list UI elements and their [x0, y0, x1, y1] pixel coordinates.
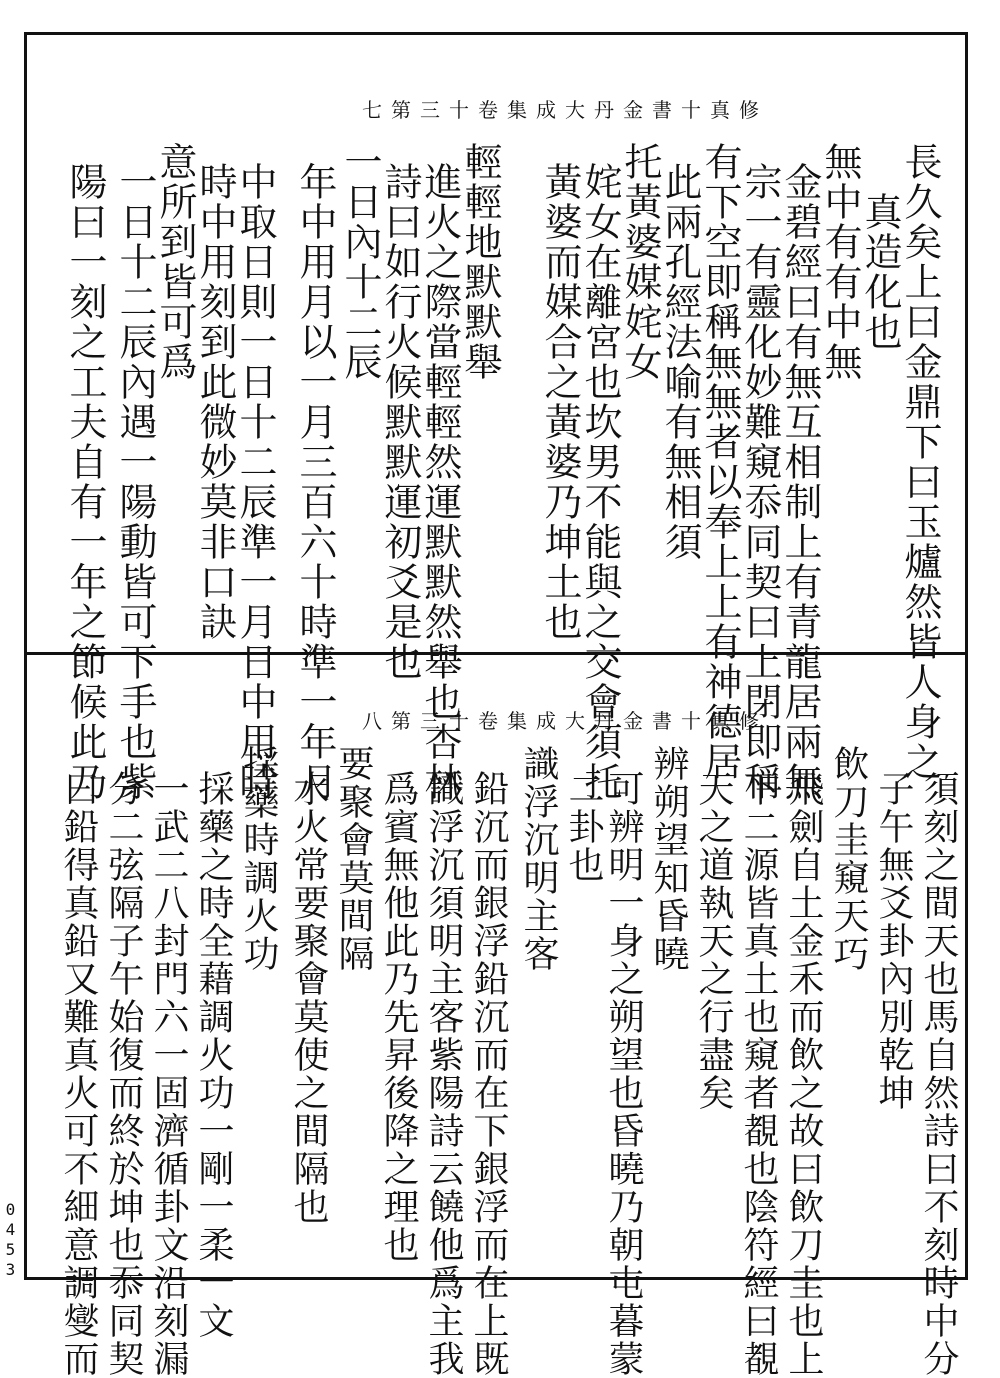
text-column: 一日內十二辰 — [338, 142, 382, 382]
text-column: 陽曰一刻之工夫自有一年之節候此乃 — [63, 162, 107, 802]
text-column: 詩曰如行火候默默運初爻是也 — [378, 162, 422, 682]
text-column: 托黃婆媒姹女 — [618, 142, 662, 382]
text-column: 金碧經曰有無互相制上有青龍居兩無 — [778, 162, 822, 802]
text-column: 長久矣上曰金鼎下曰玉爐然皆人身之 — [898, 142, 942, 782]
text-column: 辨朔望知昏曉 — [648, 745, 689, 973]
text-column: 要聚會莫間隔 — [333, 745, 374, 973]
text-column: 曰鉛得真鉛又難真火可不細意調燮而 — [58, 770, 99, 1378]
text-column: 此兩孔經法喻有無相須 — [658, 162, 702, 562]
text-column: 識浮沉明主客 — [518, 745, 559, 973]
text-column: 時中用刻到此微妙莫非口訣 — [193, 162, 237, 642]
text-column: 採藥之時全藉調火功一剛一柔一文 — [193, 770, 234, 1340]
text-column: 可辨明一身之朔望也昏曉乃朝屯暮蒙 — [603, 770, 644, 1378]
page-number: 0453 — [1, 1200, 20, 1280]
text-column: 一武二八封門六一固濟循卦文沿刻漏 — [148, 770, 189, 1378]
text-column: 飛劍自土金禾而飲之故曰飲刀圭也上 — [783, 770, 824, 1378]
text-column: 真造化也 — [858, 192, 902, 352]
text-column: 進火之際當輕輕然運默默然舉也杏林 — [418, 162, 462, 802]
top-section-header: 修真十書金丹大成集卷十三第七 — [362, 98, 768, 122]
text-column: 無中有有中無 — [818, 142, 862, 382]
text-column: 黃婆而媒合之黃婆乃坤土也 — [538, 162, 582, 642]
text-column: 意所到皆可爲 — [153, 142, 197, 382]
text-column: 鉛沉而銀浮鉛沉而在下銀浮而在上既 — [468, 770, 509, 1378]
text-column: 須刻之間天也馬自然詩曰不刻時中分 — [918, 770, 959, 1378]
text-column: 採藥時調火功 — [238, 745, 279, 973]
text-column: 年中用月以一月三百六十時準一年月 — [293, 162, 337, 802]
text-column: 輕輕地默默舉 — [458, 142, 502, 382]
text-column: 宗一有靈化妙難窺忝同契曰上閉即稱 — [738, 162, 782, 802]
text-column: 識浮沉須明主客紫陽詩云饒他爲主我 — [423, 770, 464, 1378]
text-column: 姹女在離宮也坎男不能與之交會須托 — [578, 162, 622, 802]
section-divider — [24, 652, 968, 655]
bottom-section-header: 修真十書金丹大成集卷十三第八 — [362, 709, 768, 733]
text-column: 水火常要聚會莫使之間隔也 — [288, 770, 329, 1226]
text-column: 一日十二辰內遇一陽動皆可下手也紫 — [113, 162, 157, 802]
text-column: 爲賓無他此乃先昇後降之理也 — [378, 770, 419, 1264]
text-column: 分二弦隔子午始復而終於坤也忝同契 — [103, 770, 144, 1378]
text-column: 二卦也 — [563, 770, 604, 884]
text-column: 中取日則一日十二辰準一月日中用時 — [233, 162, 277, 802]
text-column: 有下空即稱無無者以奉上上有神德居 — [698, 142, 742, 782]
text-column: 飲刀圭窺天巧 — [828, 745, 869, 973]
text-column: 天之道執天之行盡矣 — [693, 770, 734, 1112]
text-column: 下二源皆真土也窺者覩也陰符經曰覩 — [738, 770, 779, 1378]
text-column: 子午無爻卦內別乾坤 — [873, 770, 914, 1112]
